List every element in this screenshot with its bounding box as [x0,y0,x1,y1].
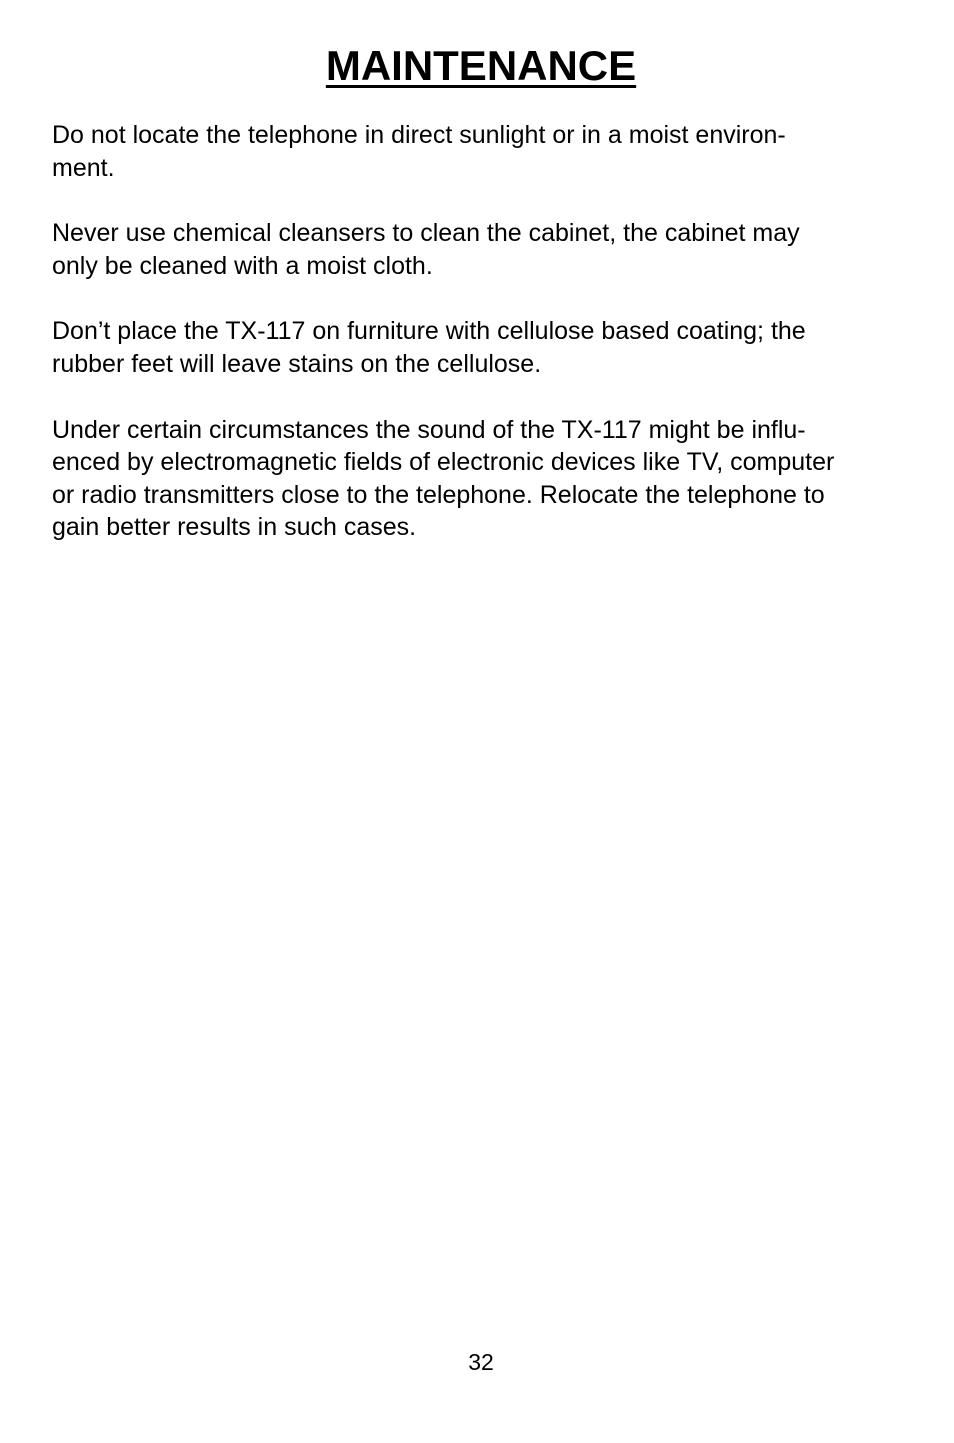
page-title: MAINTENANCE [325,42,637,89]
paragraph-line: gain better results in such cases. [52,513,417,542]
paragraph-line: only be cleaned with a moist cloth. [52,251,433,280]
paragraph-line: ment. [52,153,115,182]
paragraph-line: Never use chemical cleansers to clean the cabinet, the cabinet may [52,219,800,248]
page-number: 32 [468,1349,494,1375]
paragraph-cleaning [52,217,922,282]
paragraph-line: rubber feet will leave stains on the cellulose. [52,349,542,378]
paragraph-electromagnetic [52,414,922,544]
paragraph-sunlight-moisture [52,119,922,184]
paragraph-furniture [52,315,922,380]
paragraph-line: Do not locate the telephone in direct sunlight or in a moist environ- [52,121,786,149]
paragraph-line: Don’t place the TX-117 on furniture with cellulose based coating; the [52,317,806,346]
paragraph-line: Under certain circumstances the sound of the TX-117 might be influ- [52,415,806,444]
paragraph-line: enced by electromagnetic fields of electronic devices like TV, computer [52,448,835,477]
paragraph-line: or radio transmitters close to the telephone. Relocate the telephone to [52,480,825,509]
maintenance-content [52,119,922,577]
